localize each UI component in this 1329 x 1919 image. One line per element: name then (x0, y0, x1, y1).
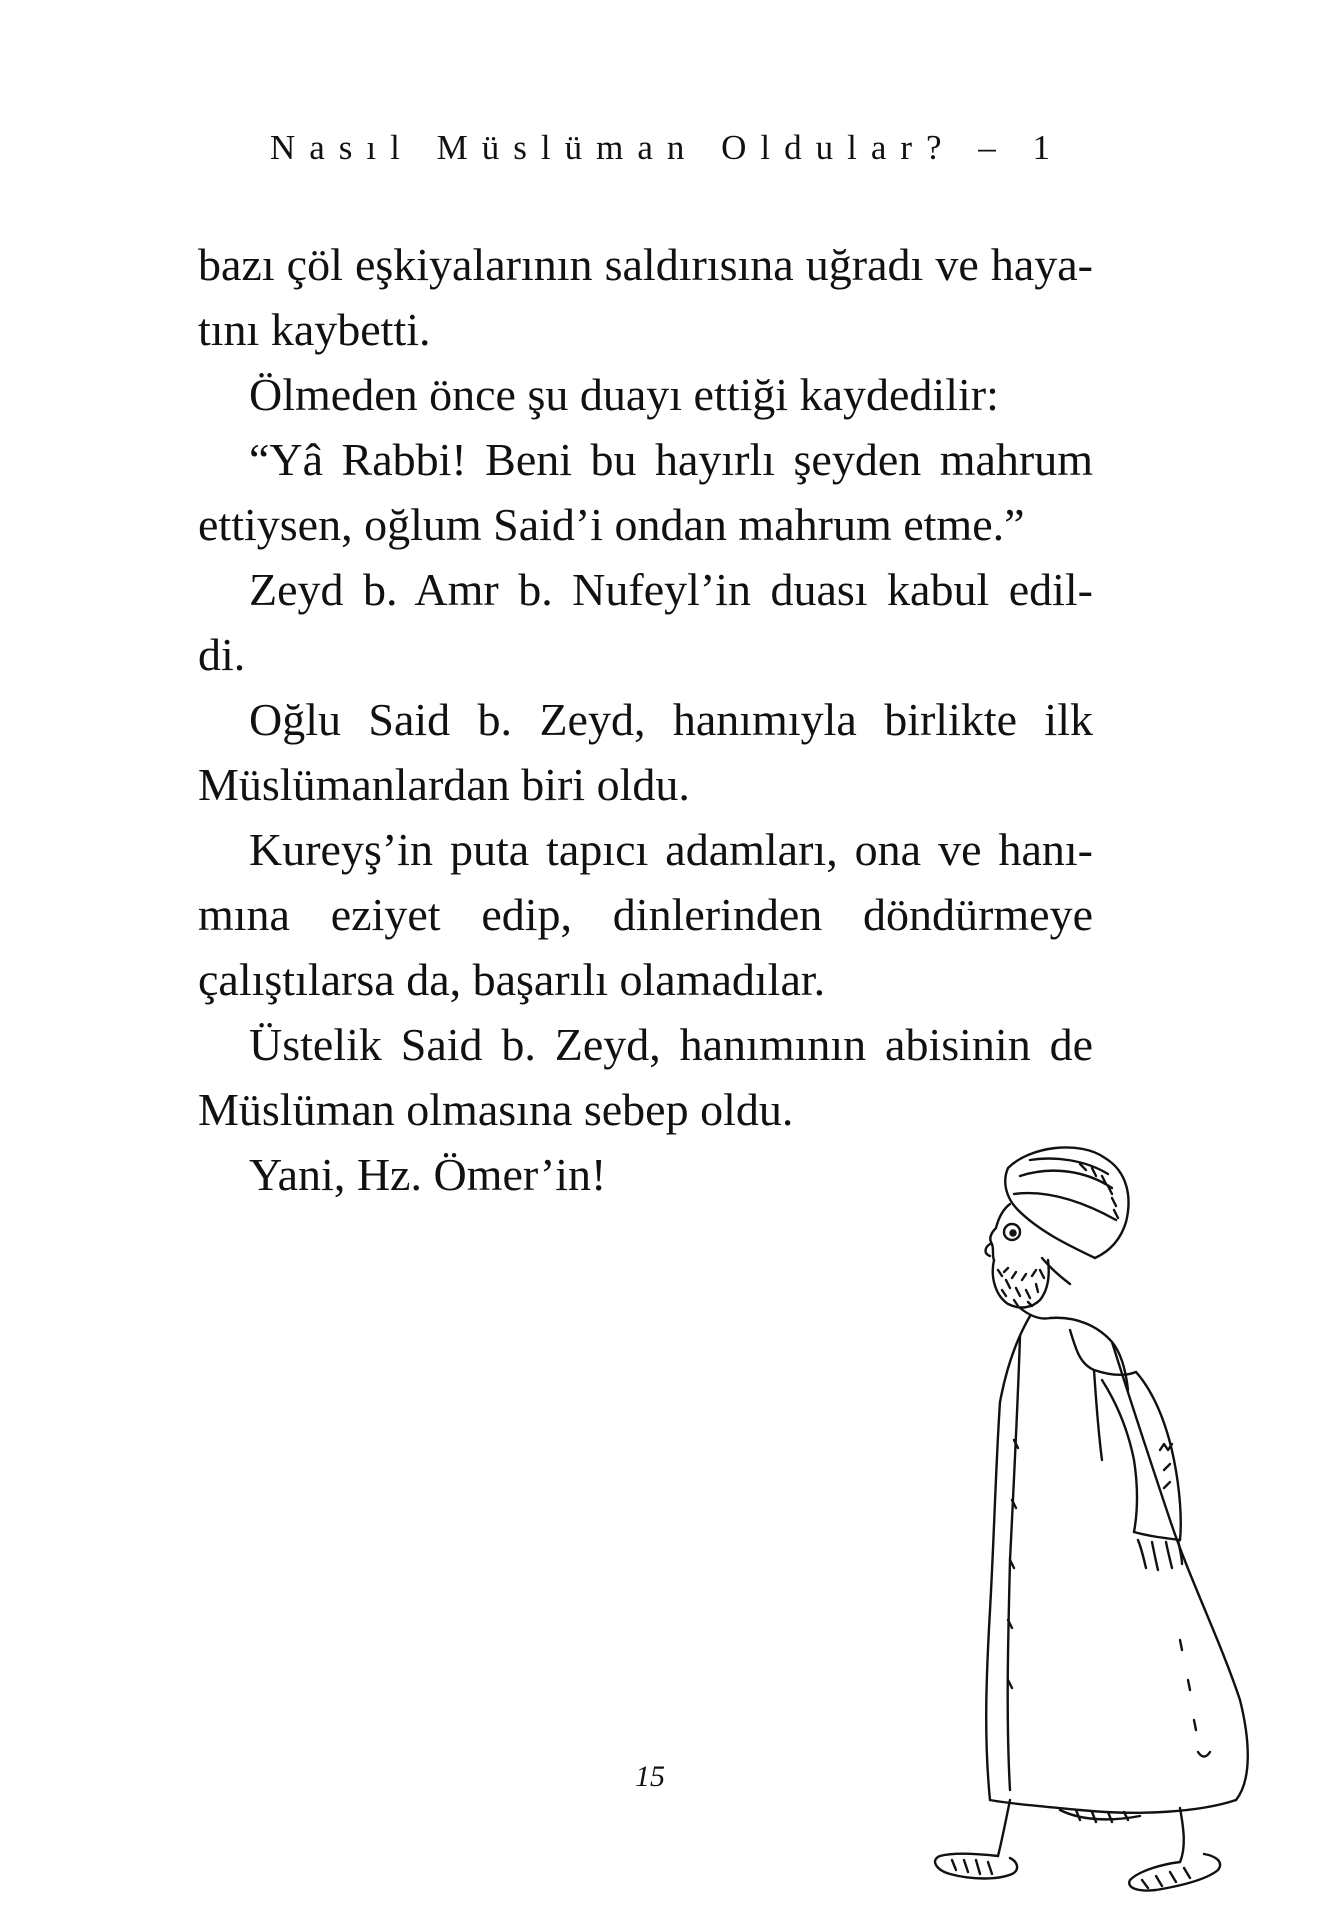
text-line: Üstelik Said b. Zeyd, hanımının abisinin de (249, 1019, 1093, 1070)
page-number: 15 (635, 1760, 665, 1793)
walking-man-illustration-icon (880, 1140, 1280, 1900)
text-line: Ölmeden önce şu duayı ettiği kaydedilir: (249, 369, 999, 420)
text-line: Müslüman olmasına sebep oldu. (198, 1084, 794, 1135)
text-line: di. (198, 629, 246, 680)
running-header: Nasıl Müslüman Oldular? – 1 (270, 128, 1065, 167)
text-line: ettiysen, oğlum Said’i ondan mahrum etme.” (198, 499, 1025, 550)
body-text (198, 232, 1093, 1207)
text-line: Oğlu Said b. Zeyd, hanımıyla birlikte ilk (249, 694, 1093, 745)
text-line: Kureyş’in puta tapıcı adamları, ona ve hanı- (249, 824, 1093, 875)
text-line: Zeyd b. Amr b. Nufeyl’in duası kabul edil- (249, 564, 1093, 615)
text-line: Müslümanlardan biri oldu. (198, 759, 690, 810)
text-line: bazı çöl eşkiyalarının saldırısına uğradı ve haya- (198, 239, 1093, 290)
text-line: çalıştılarsa da, başarılı olamadılar. (198, 954, 826, 1005)
text-line: mına eziyet edip, dinlerinden döndürmeye (198, 889, 1093, 940)
text-line: tını kaybetti. (198, 304, 431, 355)
text-line: “Yâ Rabbi! Beni bu hayırlı şeyden mahrum (249, 434, 1093, 485)
text-line: Yani, Hz. Ömer’in! (249, 1149, 607, 1200)
